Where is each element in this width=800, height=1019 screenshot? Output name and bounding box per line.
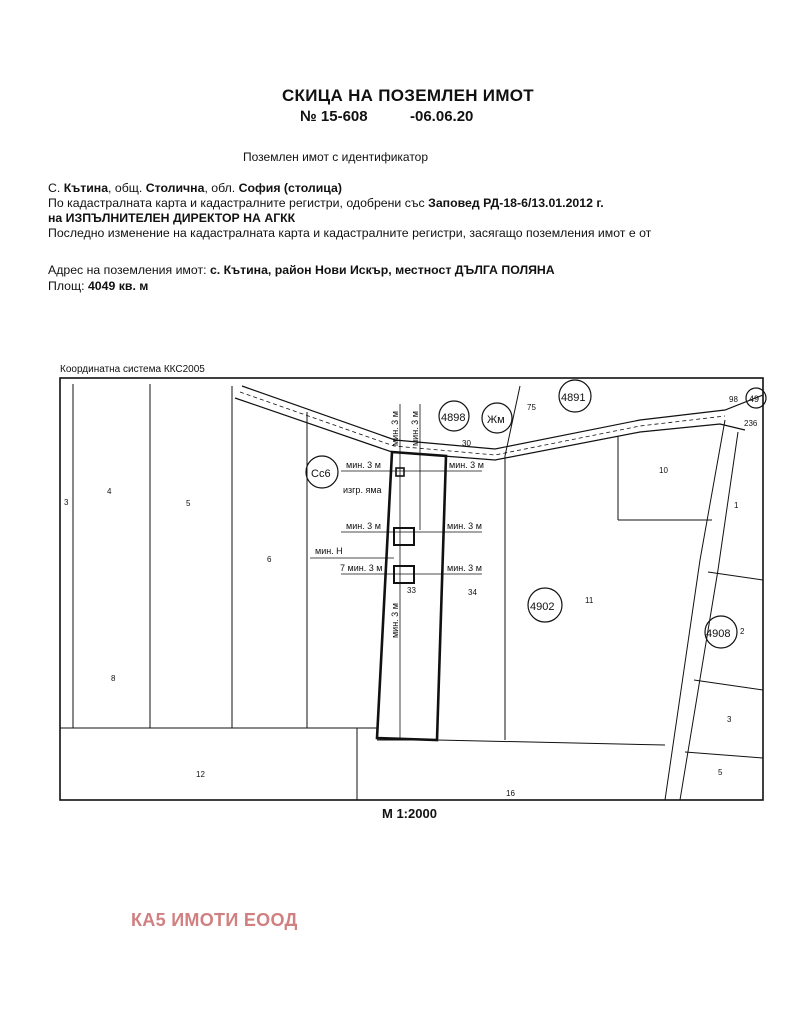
parcel-number: 5 [186, 499, 191, 508]
setback-label-7: 7 мин. 3 м [340, 563, 383, 573]
boundary [685, 752, 763, 758]
setback-label-h: мин. Н [315, 546, 343, 556]
boundary [437, 740, 665, 745]
approval-order: Заповед РД-18-6/13.01.2012 г. [428, 196, 604, 210]
circle-id-4908: 4908 [706, 628, 731, 640]
parcel-number: 3 [727, 715, 732, 724]
boundary [694, 680, 763, 690]
building [394, 566, 414, 583]
parcel-number: 1 [734, 501, 739, 510]
setback-label: мин. 3 м [449, 460, 484, 470]
address-label: Адрес на поземления имот: [48, 263, 210, 277]
parcel-number: 98 [729, 395, 738, 404]
coordinate-system: Координатна система ККС2005 [60, 364, 205, 375]
sketch-date: -06.06.20 [410, 108, 474, 125]
circle-id-4902: 4902 [530, 601, 555, 613]
setback-label-vertical: мин. 3 м [390, 411, 400, 446]
setback-label-vertical: мин. 3 м [390, 603, 400, 638]
area-label: Площ: [48, 279, 88, 293]
parcel-number: 16 [506, 789, 515, 798]
setback-label: мин. 3 м [346, 460, 381, 470]
pit-label: изгр. яма [343, 485, 382, 495]
parcel-number: 8 [111, 674, 116, 683]
parcel-number: 236 [744, 419, 758, 428]
subject-parcel [377, 452, 446, 740]
company-stamp: КА5 ИМОТИ ЕООД [131, 910, 298, 930]
setback-label-vertical: мин. 3 м [410, 411, 420, 446]
village: Кътина [63, 181, 109, 195]
sketch-title: СКИЦА НА ПОЗЕМЛЕН ИМОТ [281, 86, 534, 105]
village-prefix: С. [48, 181, 64, 195]
map-scale: М 1:2000 [382, 806, 437, 821]
parcel-number: 33 [407, 586, 416, 595]
area-value: 4049 кв. м [87, 279, 149, 293]
region-prefix: , обл. [204, 181, 239, 195]
circle-id-4891: 4891 [561, 392, 586, 404]
sketch-number: № 15-608 [300, 108, 368, 125]
parcel-number: 5 [718, 768, 723, 777]
parcel-number: 11 [585, 596, 594, 605]
identifier-label: Поземлен имот с идентификатор [243, 150, 429, 164]
parcel-number: 75 [527, 403, 536, 412]
zone-label-cc6: Сс6 [311, 468, 331, 480]
building [394, 528, 414, 545]
address-value: с. Кътина, район Нови Искър, местност ДЪЛГА ПОЛЯНА [209, 263, 555, 277]
boundary [680, 432, 738, 800]
approval-text: По кадастралната карта и кадастралните регистри, одобрени със [48, 196, 429, 210]
circle-id-49: 49 [749, 394, 760, 404]
setback-label: мин. 3 м [346, 521, 381, 531]
parcel-number: 3 [64, 498, 69, 507]
parcel-number: 6 [267, 555, 272, 564]
municipality: Столична [145, 181, 205, 195]
region: София (столица) [238, 181, 342, 195]
parcel-number: 30 [462, 439, 471, 448]
municipality-prefix: , общ. [108, 181, 146, 195]
road-lower-edge [235, 398, 745, 460]
setback-label: мин. 3 м [447, 521, 482, 531]
circle-id-4898: 4898 [441, 412, 466, 424]
approval-issuer: на ИЗПЪЛНИТЕЛЕН ДИРЕКТОР НА АГКК [48, 211, 296, 225]
setback-label: мин. 3 м [447, 563, 482, 573]
parcel-number: 34 [468, 588, 477, 597]
last-change-line: Последно изменение на кадастралната карта и кадастралните регистри, засягащо поземления имот е от [48, 226, 652, 240]
zone-label-zm: Жм [487, 414, 505, 426]
boundary [665, 420, 725, 800]
parcel-number: 12 [196, 770, 205, 779]
parcel-number: 10 [659, 466, 668, 475]
parcel-number: 2 [740, 627, 745, 636]
parcel-number: 4 [107, 487, 112, 496]
